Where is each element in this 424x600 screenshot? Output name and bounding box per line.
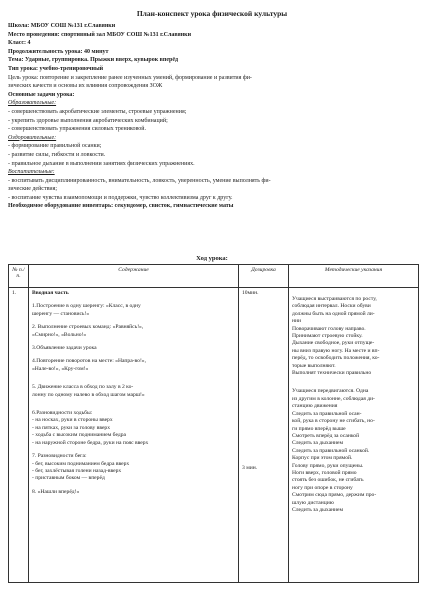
- header-line: Основные задачи урока:: [8, 91, 75, 98]
- content-line: шеренгу — становись!»: [32, 310, 90, 317]
- header-line: Школа: МБОУ СОШ №131 г.Славянки: [8, 23, 116, 29]
- note-line: Смотреть вперёд за осанкой: [292, 432, 360, 439]
- note-line: торые выполняют.: [292, 362, 336, 369]
- dosage-line: 3 мин.: [242, 465, 258, 472]
- document-title: План-конспект урока физической культуры: [136, 9, 288, 18]
- note-line: из другим в колонне, соблюдая ди-: [292, 395, 375, 402]
- header-line: - совершенствовать упражнения силовых трениковой.: [8, 126, 147, 133]
- note-line: Голову прямо, руки опущены.: [292, 462, 364, 469]
- content-line: 5. Движение класса в обход по залу в 2 ко-: [32, 384, 134, 391]
- content-line: - ходьба с высоким подниманием бедра: [32, 432, 126, 439]
- row-content: [29, 288, 239, 583]
- row-dosage: [239, 288, 289, 583]
- note-line: стоять без ошибок, не сгибать: [292, 477, 364, 484]
- note-line: Принимают строевую стойку.: [292, 333, 363, 340]
- content-line: «Нале-во!», «Кру-гом!»: [32, 365, 89, 372]
- content-line: - бег, захлёстывая голени назад-вверх: [32, 467, 122, 474]
- note-line: Смотрим сюда прямо, держим про-: [292, 492, 377, 499]
- note-line: Поворачивают голову направо.: [292, 325, 366, 332]
- content-line: 8. «Нашли вперёд!»: [32, 488, 80, 495]
- spacer: [242, 297, 285, 465]
- header-line: Класс: 4: [8, 40, 31, 47]
- note-line: кой, рука в сторону не сгибать, но-: [292, 418, 375, 425]
- header-line: Тип урока: учебно-тренировочный: [8, 65, 104, 72]
- column-header-content: Содержание: [29, 265, 239, 288]
- header-line: Оздоровительные:: [8, 134, 57, 141]
- content-line: 6.Разновидности ходьбы:: [32, 410, 93, 417]
- note-line: Учащиеся передвигаются. Одна: [292, 388, 369, 395]
- table-row: [9, 288, 419, 583]
- content-line: - приставным боком — вперёд: [32, 475, 105, 482]
- header-line: - формирование правильной осанки;: [8, 143, 102, 150]
- header-line: Цель урока: повторение и закрепление ранее изученных умений, формирование и развития фи-: [8, 74, 252, 81]
- note-line: Следить за правильной осан-: [292, 410, 362, 417]
- header-line: зические действия;: [8, 186, 58, 193]
- content-line: Вводная часть: [32, 290, 69, 296]
- dosage-line: 10мин.: [242, 290, 259, 296]
- spacer: [292, 377, 415, 388]
- lesson-header-info: [8, 22, 416, 211]
- row-notes: [289, 288, 419, 583]
- note-line: шлую дистанцию: [292, 499, 334, 506]
- header-line: Необходимое оборудование инвентарь: секундомер, свисток, гимнастические маты: [8, 203, 234, 210]
- note-line: Ноги вверх, головой прямо: [292, 469, 357, 476]
- header-line: Продолжительность урока: 40 минут: [8, 48, 109, 55]
- content-line: - на наружной стороне бедра, руки на пояс вверх: [32, 439, 149, 446]
- column-header-notes: Методические указания: [289, 265, 419, 288]
- note-line: Учащиеся выстраиваются по росту,: [292, 296, 377, 302]
- content-line: 1.Построение в одну шеренгу: «Класс, в одну: [32, 303, 141, 310]
- content-line: 4.Повторение поворотов на месте: «Напра-во!»,: [32, 358, 147, 365]
- header-line: - правильное дыхание в выполнении занятиях физических упражнениях.: [8, 160, 195, 167]
- lesson-table: [8, 264, 419, 583]
- column-header-dosage: Дозировка: [239, 265, 289, 288]
- content-line: 7. Разновидности бега:: [32, 453, 87, 460]
- header-line: - совершенствовать акробатические элементы, строевые упражнения;: [8, 108, 187, 115]
- header-line: - укрепить здоровье выполнения акробатических комбинаций;: [8, 117, 168, 124]
- header-line: - развитие силы, гибкости и ловкости.: [8, 151, 106, 158]
- content-line: лонну по одному налево в обход шагом марш!»: [32, 391, 145, 398]
- header-line: - воспитание чувства взаимопомощи и поддержки, чувство коллективизма друг к другу.: [8, 194, 233, 201]
- header-line: Тема: Ударные, группировка. Прыжки вверх, кувырок вперёд: [8, 57, 179, 64]
- row-number: 1.: [9, 288, 29, 583]
- spacer: [32, 373, 235, 384]
- note-line: ги прямо вперёд выше: [292, 425, 346, 432]
- table-header-row: [9, 265, 419, 288]
- header-line: Образовательные:: [8, 100, 57, 107]
- note-line: должны быть на одной прямой ли-: [292, 310, 375, 317]
- note-line: перёд, то освободить положения, ко-: [292, 355, 380, 362]
- content-line: - бег, высоким подниманием бедра вверх: [32, 460, 130, 467]
- column-header-number: № п./п.: [9, 265, 29, 288]
- content-line: - на носках, руки в стороны вверх: [32, 417, 113, 424]
- section-title: Ход урока:: [196, 255, 228, 262]
- header-line: - воспитывать дисциплинированность, внимательность, ловкость, уверенность, умение выполнять фи-: [8, 177, 271, 184]
- content-line: 3.Объявление задачи урока: [32, 345, 97, 352]
- note-line: нии: [292, 318, 301, 325]
- header-line: зических качеств и основы их влияния сопровождения ЗОЖ: [8, 83, 163, 90]
- note-line: ногу при опоре в сторону: [292, 484, 353, 491]
- note-line: Корпус при этом прямой.: [292, 455, 353, 462]
- content-line: 2. Выполнение строевых команд: «Равняйсь!»,: [32, 324, 144, 331]
- spacer: [32, 399, 235, 410]
- header-line: Место проведения: спортивный зал МБОУ СОШ №131 г.Славянки: [8, 31, 192, 38]
- note-line: ны вниз правую ногу. На месте и вп-: [292, 347, 380, 354]
- note-line: соблюдая интервал. Носки обуви: [292, 303, 371, 310]
- note-line: Следить за дыханием: [292, 440, 344, 447]
- note-line: Следить за правильной осанкой.: [292, 447, 370, 454]
- header-line: Воспитательные:: [8, 169, 55, 176]
- content-line: - на пятках, руки за голову вверх: [32, 424, 111, 431]
- note-line: Следить за дыханием: [292, 506, 344, 513]
- note-line: станцию движения: [292, 403, 338, 410]
- note-line: Выполнят технически правильно: [292, 370, 372, 377]
- note-line: Дыхание свободное, руки отпуще-: [292, 340, 375, 347]
- content-line: «Смирно!», «Вольно!»: [32, 331, 87, 338]
